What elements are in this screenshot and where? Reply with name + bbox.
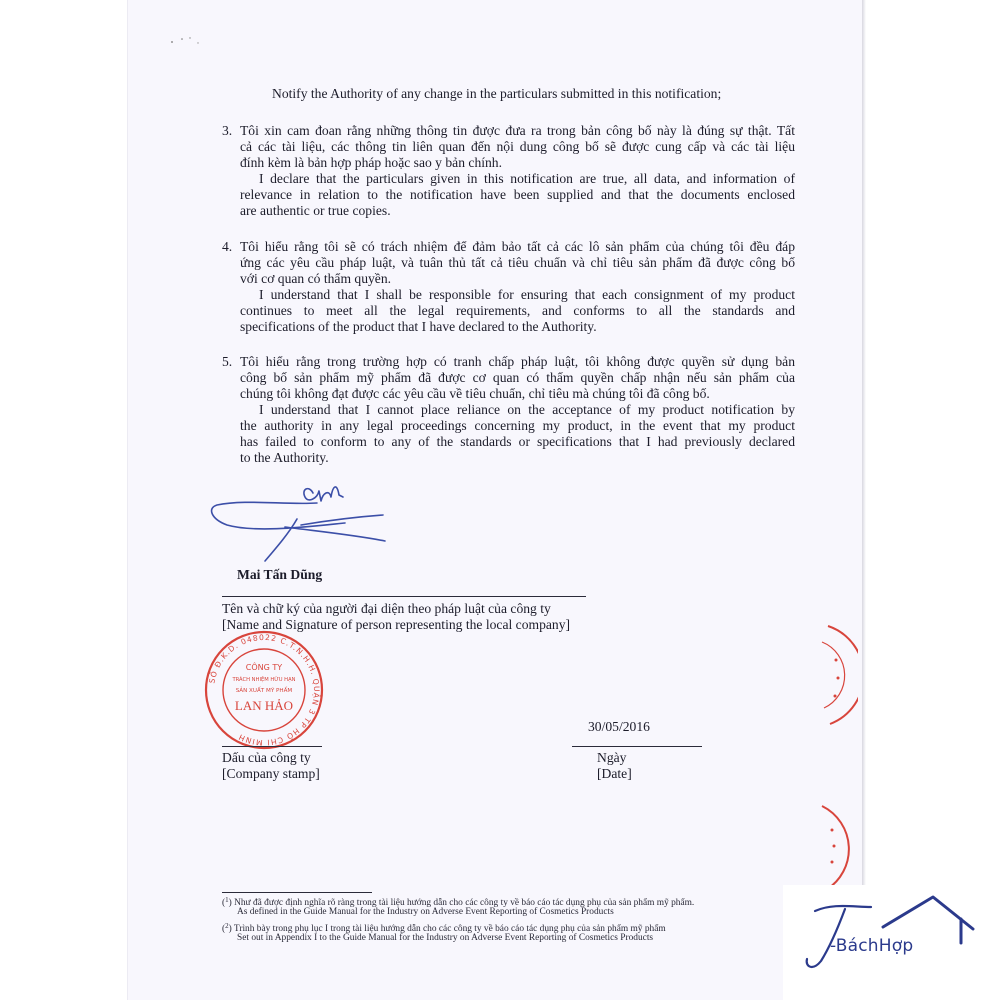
stamp-line-3: SẢN XUẤT MỸ PHẨM xyxy=(235,688,293,694)
sign-label-en: [Name and Signature of person representing the local company] xyxy=(222,617,571,632)
clause-4-en-line-3: specifications of the product that I have declared to the Authority. xyxy=(240,319,597,334)
clause-5-vi-line-1: Tôi hiểu rằng trong trường hợp có tranh chấp pháp luật, tôi không được quyền sử dụng bản xyxy=(240,354,795,369)
signature-line xyxy=(222,596,586,597)
clause-3-number: 3. xyxy=(222,123,233,138)
footnote-2-vi: ($^2$) Trình bày trong phụ lục I trong tài liệu hướng dẫn cho các công ty về báo cáo tác dụng phụ của sản phẩm mỹ phẩm xyxy=(222,922,666,934)
clause-3-en-line-2: relevance in relation to the notification have been supplied and that the documents enclosed xyxy=(240,187,795,202)
clause-3-en-line-1: I declare that the particulars given in this notification are true, all data, and information of xyxy=(259,171,795,186)
footnote-2-marker: 2 xyxy=(225,922,229,930)
page-edge-shadow xyxy=(862,0,866,1000)
clause-5-vi-line-2: công bố sản phẩm mỹ phẩm đã được cơ quan có thẩm quyền chấp nhận nếu sản phẩm của xyxy=(240,370,795,385)
watermark-brand-name: BáchHợp xyxy=(835,936,914,956)
handwritten-signature xyxy=(205,475,395,570)
clause-5-en-line-2: the authority in any legal proceedings concerning my product, in the event that my product xyxy=(240,418,795,433)
clause-4-vi-line-2: ứng các yêu cầu pháp luật, và tuân thủ tất cả tiêu chuẩn và chỉ tiêu sản phẩm đã được công bố xyxy=(240,255,795,270)
clause-5-en-line-3: has failed to conform to any of the standards or specifications that I had previously declared xyxy=(240,434,795,449)
footnote-1-vi-text: Như đã được định nghĩa rõ ràng trong tài liệu hướng dẫn cho các công ty về báo cáo tác dụng phụ của sản phẩm mỹ phẩm. xyxy=(234,898,695,908)
intro-line: Notify the Authority of any change in the particulars submitted in this notification; xyxy=(272,86,722,101)
signer-name: Mai Tấn Dũng xyxy=(237,567,323,582)
stamp-company-name: LAN HẢO xyxy=(234,698,294,713)
stamp-label-vi: Dấu của công ty xyxy=(222,750,311,765)
stamp-ring-text: SỐ Đ.K.D. 048022 C.T.N.H.H. QUẬN 3 TP HỒ CHÍ MINH xyxy=(207,632,322,748)
date-value: 30/05/2016 xyxy=(588,719,650,734)
date-label-en: [Date] xyxy=(597,766,632,781)
clause-5-en-line-4: to the Authority. xyxy=(240,450,329,465)
partial-stamp-right-lower xyxy=(808,800,858,895)
clause-4-en-line-1: I understand that I shall be responsible for ensuring that each consignment of my product xyxy=(259,287,795,302)
footnote-separator xyxy=(222,892,372,893)
clause-3-vi-line-1: Tôi xin cam đoan rằng những thông tin được đưa ra trong bản công bố này là đúng sự thật. Tất xyxy=(240,123,795,138)
date-label-vi: Ngày xyxy=(597,750,627,765)
sign-label-vi: Tên và chữ ký của người đại diện theo pháp luật của công ty xyxy=(222,601,551,616)
page-specks xyxy=(168,30,208,50)
clause-4-number: 4. xyxy=(222,239,233,254)
footnote-2-vi-text: Trình bày trong phụ lục I trong tài liệu hướng dẫn cho các công ty về báo cáo tác dụng phụ của sản phẩm mỹ phẩm xyxy=(233,924,666,934)
clause-5-number: 5. xyxy=(222,354,233,369)
clause-4-en-line-2: continues to meet all the legal requirements, and conforms to all the standards and xyxy=(240,303,795,318)
stamp-label-en: [Company stamp] xyxy=(222,766,320,781)
watermark-brand-text: -BáchHợp xyxy=(830,936,914,956)
footnote-1-en: As defined in the Guide Manual for the Industry on Adverse Event Reporting of Cosmetics Products xyxy=(237,907,614,917)
stamp-line-2: TRÁCH NHIỆM HỮU HẠN xyxy=(232,677,296,683)
clause-3-en-line-3: are authentic or true copies. xyxy=(240,203,391,218)
clause-3-vi-line-2: cả các tài liệu, các thông tin liên quan đến nội dung công bố sẽ được cung cấp và các tài liệu xyxy=(240,139,795,154)
stamp-line xyxy=(222,746,322,747)
clause-5-vi-line-3: chúng tôi không đạt được các yêu cầu về tiêu chuẩn, chỉ tiêu mà chúng tôi đã công bố. xyxy=(240,386,710,401)
clause-4-vi-line-1: Tôi hiểu rằng tôi sẽ có trách nhiệm để đảm bảo tất cả các lô sản phẩm của chúng tôi đều đáp xyxy=(240,239,795,254)
clause-5-en-line-1: I understand that I cannot place reliance on the acceptance of my product notification by xyxy=(259,402,795,417)
clause-4-vi-line-3: với cơ quan có thẩm quyền. xyxy=(240,271,392,286)
footnote-1-vi: ($^1$) Như đã được định nghĩa rõ ràng trong tài liệu hướng dẫn cho các công ty về báo cáo tác dụng phụ của sản phẩm mỹ phẩm. xyxy=(222,896,695,908)
stamp-line-1: CÔNG TY xyxy=(245,663,283,672)
date-line xyxy=(572,746,702,747)
company-stamp xyxy=(198,628,330,752)
clause-3-vi-line-3: đính kèm là bản hợp pháp hoặc sao y bản chính. xyxy=(240,155,503,170)
footnote-1-marker: 1 xyxy=(225,896,229,904)
partial-stamp-right-upper xyxy=(808,620,858,730)
footnote-2-en: Set out in Appendix I to the Guide Manual for the Industry on Adverse Event Reporting of Cosmetics Products xyxy=(237,933,654,943)
